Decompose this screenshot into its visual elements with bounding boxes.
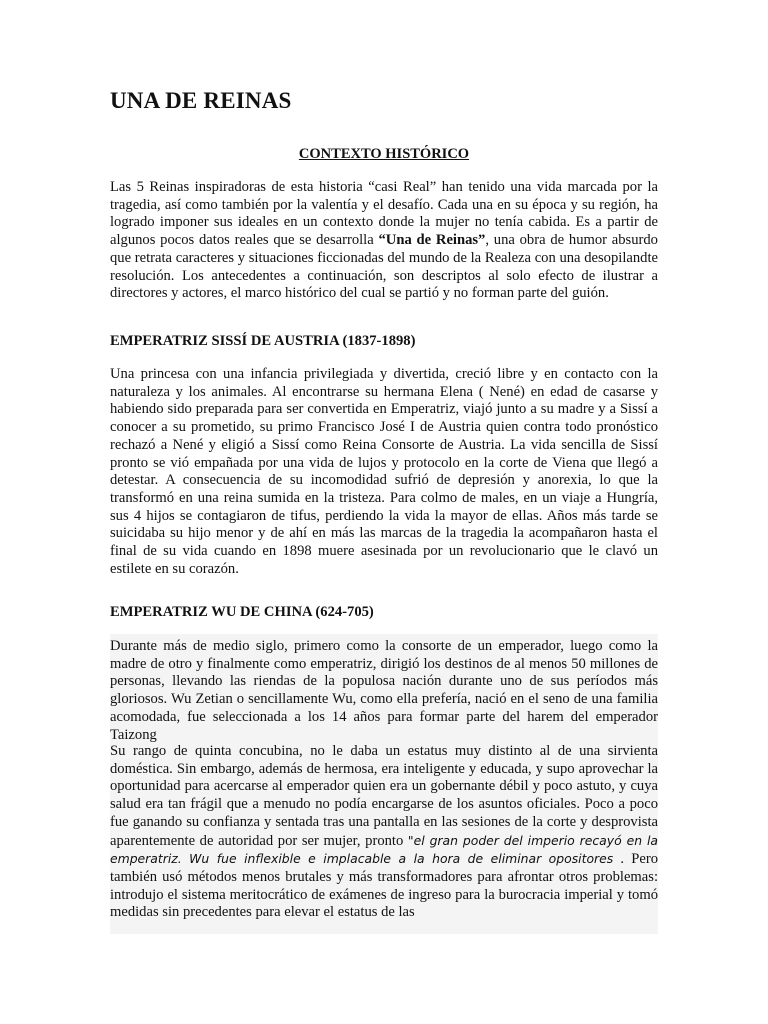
document-title: UNA DE REINAS (110, 88, 292, 113)
section-body-wu-2 (110, 743, 658, 922)
context-heading: CONTEXTO HISTÓRICO (298, 146, 470, 162)
section-heading-wu: EMPERATRIZ WU DE CHINA (624-705) (110, 604, 374, 620)
play-title-bold: “Una de Reinas” (378, 232, 486, 249)
wu-text-part2: . Pero también usó métodos menos brutales y más transformadores para afrontar otros problemas: introdujo el sistema meritocrático de exámenes de ingreso para la burocracia imperial y tomó medidas sin precedentes para elevar el estatus de las (110, 851, 659, 921)
section-body-sissi: Una princesa con una infancia privilegiada y divertida, creció libre y en contacto con la naturaleza y los animales. Al encontrarse su hermana Elena ( Nené) en edad de casarse y habiendo sido preparada para ser convertida en Emperatriz, viajó junto a su madre y a Sissí a conocer a su prometido, su primo Francisco José I de Austria quien contra todo pronóstico rechazó a Nené y eligió a Sissí como Reina Consorte de Austria. La vida sencilla de Sissí pronto se vió empañada por una vida de lujos y protocolo en la corte de Viena que llegó a detestar. A consecuencia de su incomodidad sufrió de depresión y anorexia, lo que la transformó en una reina sumida en la tristeza. Para colmo de males, en un viaje a Hungría, sus 4 hijos se contagiaron de tifus, perdiendo la vida la mayor de ellas. Años más tarde se suicidaba su hijo menor y de ahí en más las marcas de la tragedia la acompañaron hasta el final de su vida cuando en 1898 muere asesinada por un revolucionario que le clavó un estilete en su corazón. (110, 366, 658, 577)
section-heading-sissi: EMPERATRIZ SISSÍ DE AUSTRIA (1837-1898) (110, 333, 416, 349)
section-body-wu-1: Durante más de medio siglo, primero como la consorte de un emperador, luego como la madre de otro y finalmente como emperatriz, dirigió los destinos de al menos 50 millones de personas, llevando las riendas de la populosa nación durante uno de sus períodos más gloriosos. Wu Zetian o sencillamente Wu, como ella prefería, nació en el seno de una familia acomodada, fue seleccionada a los 14 años para formar parte del harem del emperador Taizong (110, 638, 658, 743)
intro-text-part2: , una obra de humor absurdo que retrata caracteres y situaciones ficcionadas del mundo de la Realeza con una desopilandte resolución. Los antecedentes a continuación, son descriptos al solo efecto de ilustrar a directores y actores, el marco histórico del cual se partió y no forman parte del guión. (110, 232, 658, 302)
wu-italic-quote: "el gran poder del imperio recayó en la emperatriz. Wu fue inflexible e implacable a la hora de eliminar opositores (110, 832, 658, 867)
wu-text-part1: Su rango de quinta concubina, no le daba un estatus muy distinto al de una sirvienta doméstica. Sin embargo, además de hermosa, era inteligente y educada, y supo aprovechar la oportunidad para acercarse al emperador quien era un gobernante débil y poco astuto, y cuya salud era tan frágil que a menudo no podía encargarse de los asuntos oficiales. Poco a poco fue ganando su confianza y sentada tras una pantalla en las sesiones de la corte y desprovista aparentemente de autoridad por ser mujer, pronto (110, 743, 658, 849)
intro-text-part1: Las 5 Reinas inspiradoras de esta historia “casi Real” han tenido una vida marcada por la tragedia, así como también por la valentía y el desafío. Cada una en su época y su región, ha logrado imponer sus ideales en un contexto donde la mujer no tenía cabida. Es a partir de algunos pocos datos reales que se desarrolla (110, 179, 658, 249)
intro-paragraph (110, 179, 658, 303)
